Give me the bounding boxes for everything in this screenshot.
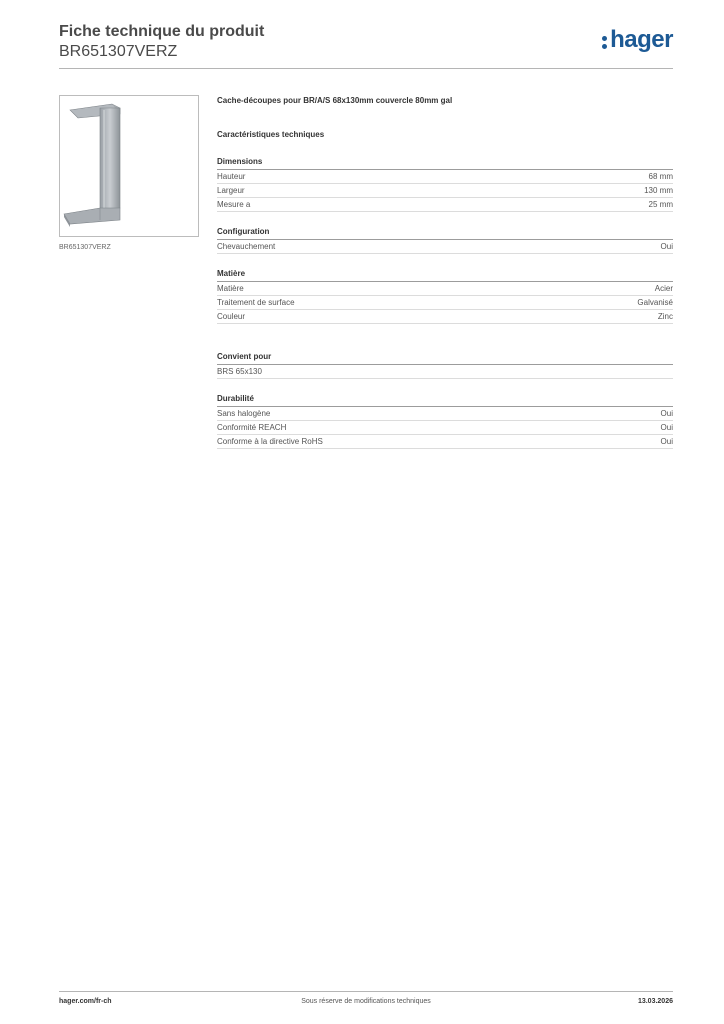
product-code: BR651307VERZ bbox=[59, 43, 178, 60]
row-value: Oui bbox=[660, 437, 673, 446]
cover-plate-product-icon bbox=[60, 96, 198, 236]
row-label: Mesure a bbox=[217, 200, 251, 209]
technical-characteristics-title: Caractéristiques techniques bbox=[217, 130, 325, 139]
row-label: Traitement de surface bbox=[217, 298, 295, 307]
table-row bbox=[217, 421, 673, 435]
table-row bbox=[217, 296, 673, 310]
row-value: 25 mm bbox=[648, 200, 673, 209]
row-label: Largeur bbox=[217, 186, 245, 195]
hager-logo bbox=[602, 26, 673, 54]
table-row bbox=[217, 170, 673, 184]
row-value: Zinc bbox=[657, 312, 673, 321]
table-row bbox=[217, 198, 673, 212]
row-value: Galvanisé bbox=[637, 298, 673, 307]
section-configuration bbox=[217, 227, 673, 254]
section-title: Convient pour bbox=[217, 352, 673, 365]
table-row bbox=[217, 184, 673, 198]
row-value: Acier bbox=[654, 284, 673, 293]
section-title: Configuration bbox=[217, 227, 673, 240]
footer-date: 13.03.2026 bbox=[637, 998, 673, 1005]
product-image bbox=[59, 95, 199, 237]
row-label: Conforme à la directive RoHS bbox=[217, 437, 323, 446]
table-row bbox=[217, 282, 673, 296]
section-suitable-for bbox=[217, 352, 673, 379]
section-material bbox=[217, 269, 673, 324]
section-title: Matière bbox=[217, 269, 673, 282]
row-label: BRS 65x130 bbox=[217, 367, 262, 376]
section-title: Dimensions bbox=[217, 157, 673, 170]
row-value: Oui bbox=[660, 242, 673, 251]
row-value: Oui bbox=[660, 423, 673, 432]
product-description: Cache-découpes pour BR/A/S 68x130mm couvercle 80mm gal bbox=[217, 96, 453, 105]
row-label: Hauteur bbox=[217, 172, 246, 181]
footer-website-link[interactable]: hager.com/fr-ch bbox=[59, 998, 112, 1005]
row-label: Sans halogène bbox=[217, 409, 271, 418]
page-header bbox=[59, 22, 673, 61]
row-label: Conformité REACH bbox=[217, 423, 287, 432]
row-label: Matière bbox=[217, 284, 244, 293]
section-dimensions bbox=[217, 157, 673, 212]
row-label: Couleur bbox=[217, 312, 246, 321]
row-value: 68 mm bbox=[648, 172, 673, 181]
image-caption: BR651307VERZ bbox=[59, 244, 111, 251]
table-row bbox=[217, 435, 673, 449]
footer-divider bbox=[59, 991, 673, 992]
row-label: Chevauchement bbox=[217, 242, 276, 251]
table-row bbox=[217, 240, 673, 254]
logo-dots-icon bbox=[602, 36, 607, 49]
header-divider bbox=[59, 68, 673, 69]
section-durability bbox=[217, 394, 673, 449]
table-row bbox=[217, 407, 673, 421]
row-value: 130 mm bbox=[644, 186, 673, 195]
table-row bbox=[217, 310, 673, 324]
row-value: Oui bbox=[660, 409, 673, 418]
table-row bbox=[217, 365, 673, 379]
footer-notice: Sous réserve de modifications techniques bbox=[301, 998, 431, 1005]
page-title: Fiche technique du produit bbox=[59, 23, 265, 40]
section-title: Durabilité bbox=[217, 394, 673, 407]
logo-text: hager bbox=[610, 26, 673, 53]
product-details bbox=[217, 96, 673, 449]
